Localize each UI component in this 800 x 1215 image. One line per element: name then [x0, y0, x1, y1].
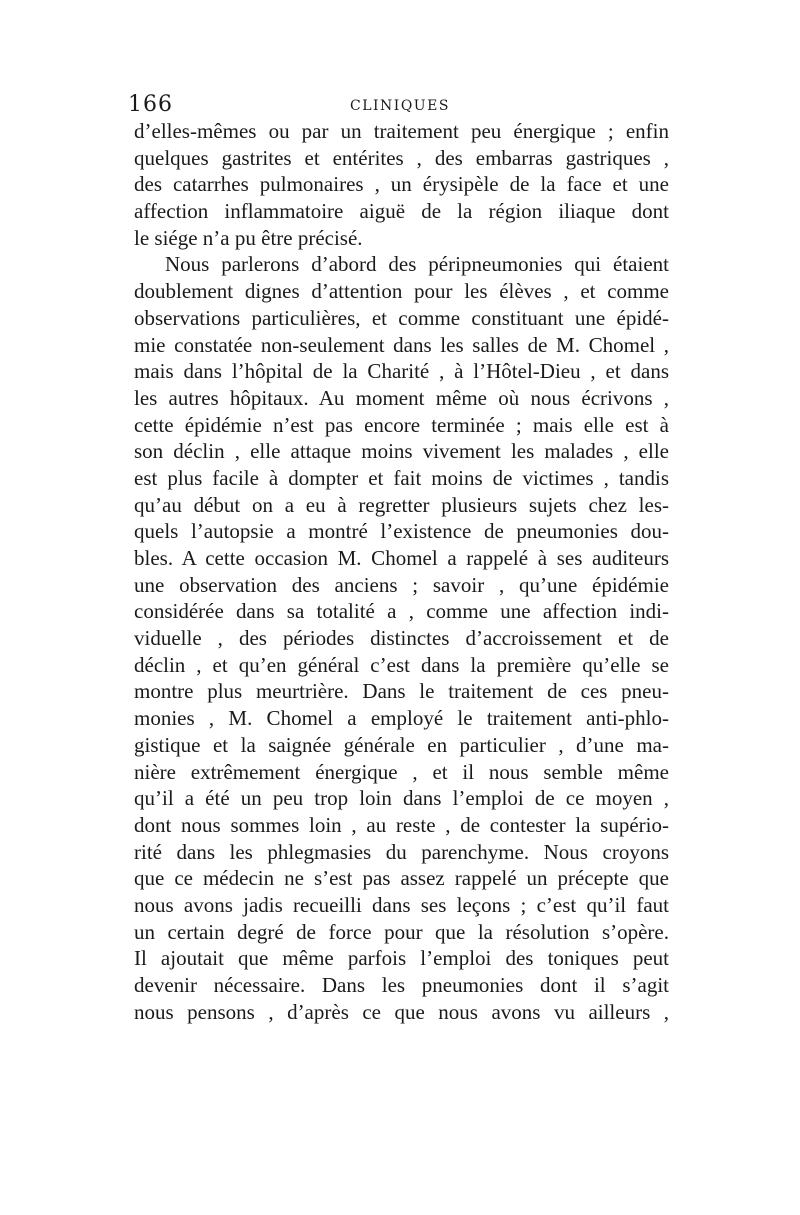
running-head: CLINIQUES — [350, 98, 450, 114]
text-line: des catarrhes pulmonaires , un érysipèle de la face et une — [134, 172, 669, 197]
text-line: rité dans les phlegmasies du parenchyme. Nous croyons — [134, 839, 669, 864]
text-line: un certain degré de force pour que la résolution s’opère. — [134, 919, 669, 944]
text-line: viduelle , des périodes distinctes d’accroissement et de — [134, 626, 669, 651]
text-line: bles. A cette occasion M. Chomel a rappelé à ses auditeurs — [134, 546, 669, 570]
text-line: Il ajoutait que même parfois l’emploi des toniques peut — [134, 946, 669, 971]
text-line: les autres hôpitaux. Au moment même où nous écrivons , — [134, 385, 669, 410]
text-line: observations particulières, et comme constituant une épidé- — [134, 305, 669, 330]
text-line: d’elles-mêmes ou par un traitement peu énergique ; enfin — [134, 119, 669, 143]
text-line: cette épidémie n’est pas encore terminée ; mais elle est à — [134, 412, 669, 437]
text-line: qu’il a été un peu trop loin dans l’emploi de ce moyen , — [134, 786, 669, 811]
text-line: nière extrêmement énergique , et il nous semble même — [134, 759, 669, 784]
paragraph-start-line: Nous parlerons d’abord des péripneumonies qui étaient — [165, 252, 669, 277]
text-line: gistique et la saignée générale en particulier , d’une ma- — [134, 732, 669, 757]
text-line: quelques gastrites et entérites , des embarras gastriques , — [134, 145, 669, 170]
text-line: monies , M. Chomel a employé le traitement anti-phlo- — [134, 706, 669, 731]
text-line: montre plus meurtrière. Dans le traitement de ces pneu- — [134, 679, 669, 704]
text-line: considérée dans sa totalité a , comme une affection indi- — [134, 599, 669, 624]
text-line: qu’au début on a eu à regretter plusieurs sujets chez les- — [134, 492, 669, 517]
text-line: son déclin , elle attaque moins vivement les malades , elle — [134, 439, 669, 464]
body-text — [134, 118, 669, 1025]
text-line: devenir nécessaire. Dans les pneumonies dont il s’agit — [134, 973, 669, 997]
text-line: mais dans l’hôpital de la Charité , à l’Hôtel-Dieu , et dans — [134, 359, 669, 384]
text-line: est plus facile à dompter et fait moins de victimes , tandis — [134, 465, 669, 490]
text-line: mie constatée non-seulement dans les salles de M. Chomel , — [134, 332, 669, 357]
page-header — [128, 92, 668, 118]
text-line: nous pensons , d’après ce que nous avons vu ailleurs , — [134, 999, 669, 1024]
text-line: dont nous sommes loin , au reste , de contester la supério- — [134, 812, 669, 837]
text-line: le siége n’a pu être précisé. — [134, 225, 363, 250]
text-line: que ce médecin ne s’est pas assez rappelé un précepte que — [134, 866, 669, 891]
text-line: nous avons jadis recueilli dans ses leçons ; c’est qu’il faut — [134, 892, 669, 917]
text-line: affection inflammatoire aiguë de la région iliaque dont — [134, 199, 669, 224]
text-line: doublement dignes d’attention pour les élèves , et comme — [134, 279, 669, 304]
text-line: une observation des anciens ; savoir , qu’une épidémie — [134, 572, 669, 597]
text-line: déclin , et qu’en général c’est dans la première qu’elle se — [134, 652, 669, 677]
page-number: 166 — [128, 92, 173, 117]
text-line: quels l’autopsie a montré l’existence de pneumonies dou- — [134, 519, 669, 544]
